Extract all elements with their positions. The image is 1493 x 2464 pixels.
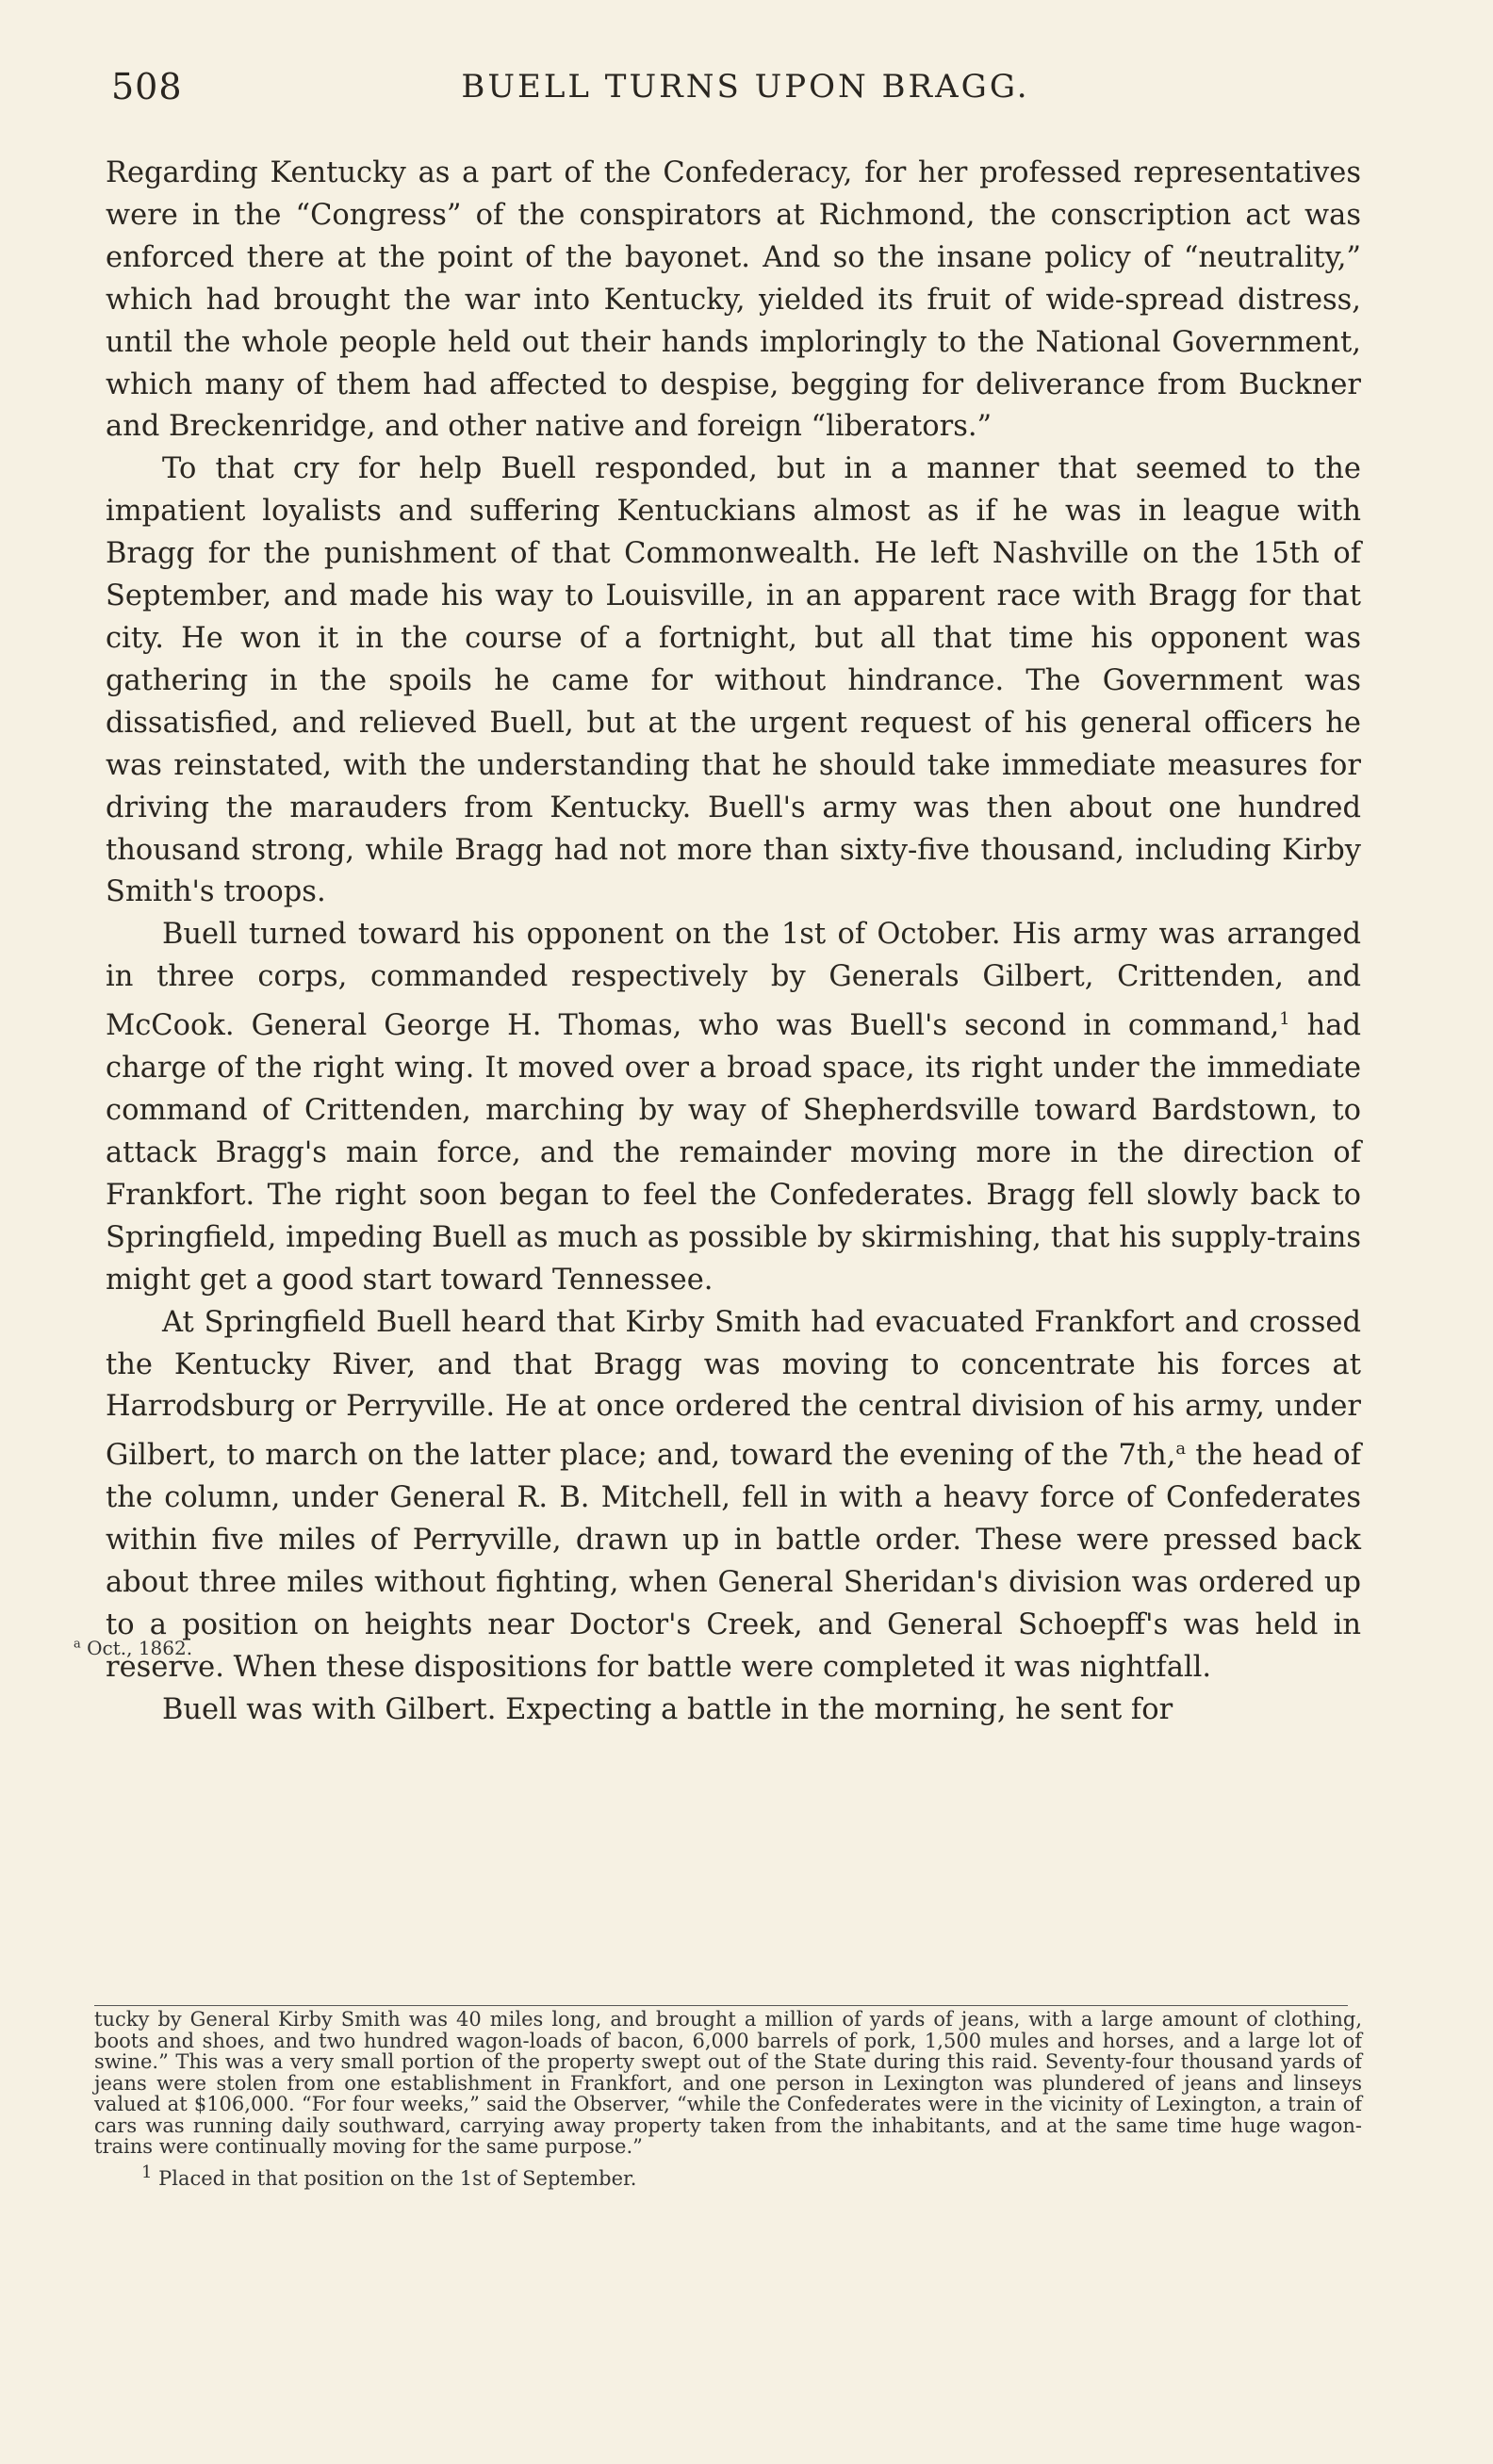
margin-note-mark: a: [74, 1637, 81, 1652]
footnote-1-text: Placed in that position on the 1st of September.: [152, 2166, 637, 2190]
body-text: [106, 153, 1361, 1732]
paragraph-1: Regarding Kentucky as a part of the Confederacy, for her professed representatives were in the “Congress” of the conspirators at Richmond, the conscription act was enforced there at the point of the bayonet. And so the insane policy of “neutrality,” which had brought the war into Kentucky, yielded its fruit of wide-spread distress, until the whole people held out their hands imploringly to the National Government, which many of them had affected to despise, begging for deliverance from Buckner and Breckenridge, and other native and foreign “liberators.”: [106, 156, 1361, 444]
footnote-continued: tucky by General Kirby Smith was 40 miles long, and brought a million of yards of jeans, with a large amount of clothing, boots and shoes, and two hundred wagon-loads of bacon, 6,000 barrels of pork, 1,500 mules and horses, and a large lot of swine.” This was a very small portion of the property swept out of the State during this raid. Seventy-four thousand yards of jeans were stolen from one establishment in Frankfort, and one person in Lexington was plundered of jeans and linseys valued at $106,000. “For four weeks,” said the Observer, “while the Confederates were in the vicinity of Lexington, a train of cars was running daily southward, carrying away property taken from the inhabitants, and at the same time huge wagon-trains were continually moving for the same purpose.”: [94, 2008, 1362, 2158]
paragraph-3-text-a: Buell turned toward his opponent on the 1st of October. His army was arranged in three corps, commanded respectively by Generals Gilbert, Crittenden, and McCook. General George H. Thomas, who was Buell's second in command,: [106, 918, 1361, 1043]
paragraph-4-text-b: the head of the column, under General R. B. Mitchell, fell in with a heavy force of Confederates within five miles of Perryville, drawn up in battle order. These were pressed back about three miles without fighting, when General Sheridan's division was ordered up to a position on heights near Doctor's Creek, and General Schoepff's was held in reserve. When these dispositions for battle were completed it was nightfall.: [106, 1439, 1361, 1685]
page-header: [111, 58, 1361, 115]
running-head: BUELL TURNS UPON BRAGG.: [461, 68, 1030, 106]
paragraph-3: [106, 914, 1361, 1301]
footnote-ref-1: 1: [1279, 1009, 1290, 1030]
paragraph-5: Buell was with Gilbert. Expecting a battle in the morning, he sent for: [162, 1692, 1173, 1726]
paragraph-4-text-a: At Springfield Buell heard that Kirby Smith had evacuated Frankfort and crossed the Kentucky River, and that Bragg was moving to concentrate his forces at Harrodsburg or Perryville. He at once ordered the central division of his army, under Gilbert, to march on the latter place; and, toward the evening of the 7th,: [106, 1305, 1361, 1473]
footnote-divider: [94, 2005, 1348, 2006]
footnote-1: [94, 2162, 1362, 2190]
margin-note-text: Oct., 1862.: [80, 1637, 193, 1659]
margin-date-note: [74, 1637, 192, 1659]
page-number: 508: [111, 66, 183, 107]
paragraph-4: [106, 1302, 1361, 1689]
paragraph-3-text-b: had charge of the right wing. It moved over a broad space, its right under the immediate command of Crittenden, marching by way of Shepherdsville toward Bardstown, to attack Bragg's main force, and the remainder moving more in the direction of Frankfort. The right soon began to feel the Confederates. Bragg fell slowly back to Springfield, impeding Buell as much as possible by skirmishing, that his supply-trains might get a good start toward Tennessee.: [106, 1009, 1361, 1297]
margin-note-ref: a: [1175, 1439, 1187, 1460]
paragraph-2: To that cry for help Buell responded, but in a manner that seemed to the impatient loyalists and suffering Kentuckians almost as if he was in league with Bragg for the punishment of that Commonwealth. He left Nashville on the 15th of September, and made his way to Louisville, in an apparent race with Bragg for that city. He won it in the course of a fortnight, but all that time his opponent was gathering in the spoils he came for without hindrance. The Government was dissatisfied, and relieved Buell, but at the urgent request of his general officers he was reinstated, with the understanding that he should take immediate measures for driving the marauders from Kentucky. Buell's army was then about one hundred thousand strong, while Bragg had not more than sixty-five thousand, including Kirby Smith's troops.: [106, 452, 1361, 909]
footnote-1-number: 1: [141, 2162, 153, 2182]
footnotes: [94, 2009, 1362, 2189]
